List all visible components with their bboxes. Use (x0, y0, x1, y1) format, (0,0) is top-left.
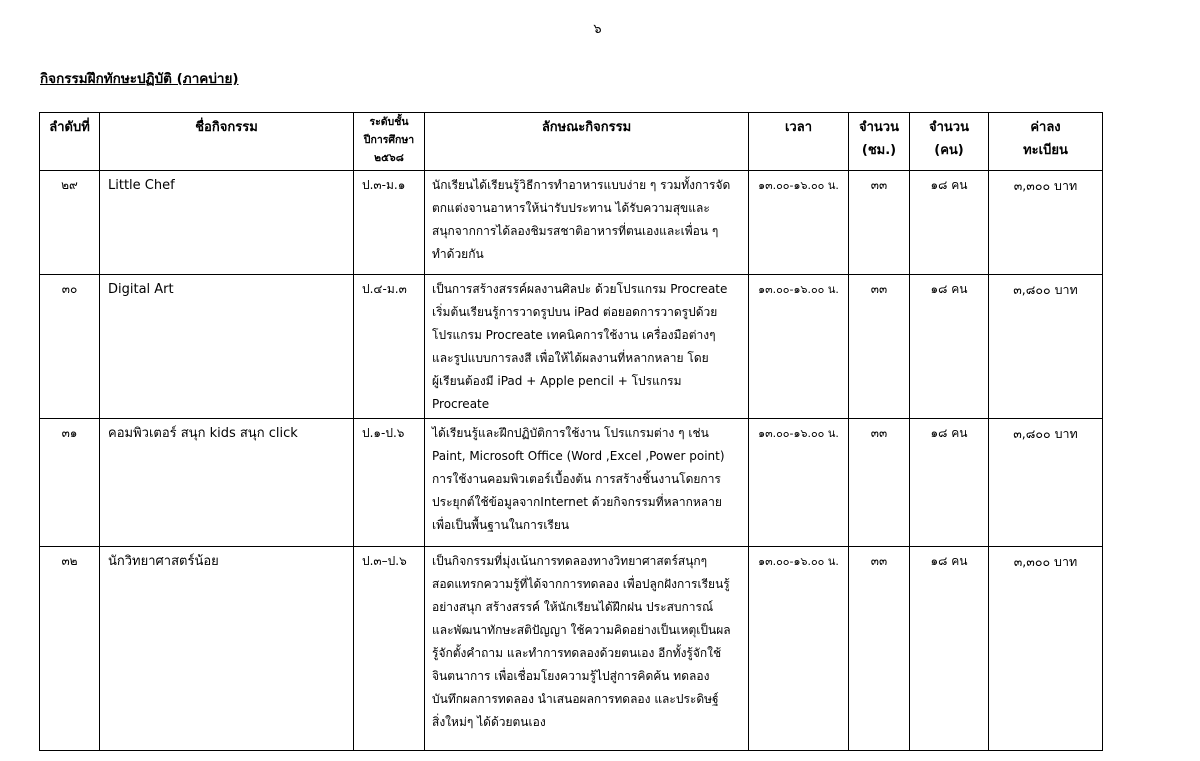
header-no: ลำดับที่ (40, 113, 100, 171)
row-no: ๓๐ (40, 275, 100, 419)
header-people-line1: จำนวน (929, 120, 969, 135)
desc-line: จินตนาการ เพื่อเชื่อมโยงความรู้ไปสู่การคิดค้น ทดลอง (432, 669, 710, 683)
activities-table (39, 112, 1103, 751)
table-row (40, 171, 1103, 275)
header-people-line2: (คน) (934, 143, 964, 158)
desc-line: Paint, Microsoft Office (Word ,Excel ,Power point) (432, 449, 725, 463)
header-hours-line1: จำนวน (859, 120, 899, 135)
header-hours-line2: (ชม.) (861, 143, 897, 158)
row-people: ๑๘ คน (910, 547, 989, 751)
header-people (910, 113, 989, 171)
desc-line: ประยุกต์ใช้ข้อมูลจากInternet ด้วยกิจกรรมที่หลากหลาย (432, 495, 722, 509)
row-people: ๑๘ คน (910, 419, 989, 547)
section-heading: กิจกรรมฝึกทักษะปฏิบัติ (ภาคบ่าย) (40, 71, 239, 87)
desc-line: เริ่มต้นเรียนรู้การวาดรูปบน iPad ต่อยอดการวาดรูปด้วย (432, 305, 718, 319)
header-fee-line1: ค่าลง (1030, 120, 1061, 135)
header-fee (989, 113, 1103, 171)
header-level-line2: ปีการศึกษา (363, 134, 415, 146)
header-level-line1: ระดับชั้น (369, 116, 409, 128)
row-activity-name: คอมพิวเตอร์ สนุก kids สนุก click (100, 419, 354, 547)
header-time: เวลา (749, 113, 849, 171)
row-hours: ๓๓ (849, 171, 910, 275)
table-row (40, 547, 1103, 751)
desc-line: ผู้เรียนต้องมี iPad + Apple pencil + โปรแกรม Procreate (432, 374, 682, 411)
row-no: ๒๙ (40, 171, 100, 275)
row-activity-name: นักวิทยาศาสตร์น้อย (100, 547, 354, 751)
row-fee: ๓,๓๐๐ บาท (989, 171, 1103, 275)
desc-line: และรูปแบบการลงสี เพื่อให้ได้ผลงานที่หลากหลาย โดย (432, 351, 709, 365)
desc-line: ได้เรียนรู้และฝึกปฏิบัติการใช้งาน โปรแกรมต่าง ๆ เช่น (432, 426, 709, 440)
header-fee-line2: ทะเบียน (1023, 143, 1068, 158)
desc-line: นักเรียนได้เรียนรู้วิธีการทำอาหารแบบง่าย ๆ รวมทั้งการจัด (432, 178, 731, 192)
header-hours (849, 113, 910, 171)
desc-line: โปรแกรม Procreate เทคนิคการใช้งาน เครื่องมือต่างๆ (432, 328, 716, 342)
header-level (354, 113, 425, 171)
row-description (425, 547, 749, 751)
row-level: ป.๓-ม.๑ (354, 171, 425, 275)
desc-line: และพัฒนาทักษะสติปัญญา ใช้ความคิดอย่างเป็นเหตุเป็นผล (432, 623, 731, 637)
row-fee: ๓,๓๐๐ บาท (989, 547, 1103, 751)
row-description (425, 171, 749, 275)
row-hours: ๓๓ (849, 547, 910, 751)
row-fee: ๓,๘๐๐ บาท (989, 275, 1103, 419)
desc-line: เป็นการสร้างสรรค์ผลงานศิลปะ ด้วยโปรแกรม Procreate (432, 282, 728, 296)
row-hours: ๓๓ (849, 419, 910, 547)
row-no: ๓๒ (40, 547, 100, 751)
desc-line: เพื่อเป็นพื้นฐานในการเรียน (432, 518, 570, 532)
desc-line: บันทึกผลการทดลอง นำเสนอผลการทดลอง และประดิษฐ์ (432, 692, 719, 706)
desc-line: ทำด้วยกัน (432, 247, 484, 261)
row-people: ๑๘ คน (910, 171, 989, 275)
table-row (40, 419, 1103, 547)
header-name: ชื่อกิจกรรม (100, 113, 354, 171)
row-no: ๓๑ (40, 419, 100, 547)
desc-line: สนุกจากการได้ลองชิมรสชาติอาหารที่ตนเองและเพื่อน ๆ (432, 224, 719, 238)
table-row (40, 275, 1103, 419)
desc-line: สอดแทรกความรู้ที่ได้จากการทดลอง เพื่อปลูกฝังการเรียนรู้ (432, 577, 730, 591)
table-header-row (40, 113, 1103, 171)
row-time: ๑๓.๐๐-๑๖.๐๐ น. (749, 547, 849, 751)
header-desc: ลักษณะกิจกรรม (425, 113, 749, 171)
row-level: ป.๔-ม.๓ (354, 275, 425, 419)
row-fee: ๓,๘๐๐ บาท (989, 419, 1103, 547)
desc-line: สิ่งใหม่ๆ ได้ด้วยตนเอง (432, 715, 546, 729)
row-description (425, 275, 749, 419)
desc-line: การใช้งานคอมพิวเตอร์เบื้องต้น การสร้างชิ้นงานโดยการ (432, 472, 721, 486)
desc-line: อย่างสนุก สร้างสรรค์ ให้นักเรียนได้ฝึกฝน ประสบการณ์ (432, 600, 714, 614)
row-activity-name: Little Chef (100, 171, 354, 275)
desc-line: เป็นกิจกรรมที่มุ่งเน้นการทดลองทางวิทยาศาสตร์สนุกๆ (432, 554, 708, 568)
row-description (425, 419, 749, 547)
desc-line: รู้จักตั้งคำถาม และทำการทดลองด้วยตนเอง อีกทั้งรู้จักใช้ (432, 646, 722, 660)
row-level: ป.๓–ป.๖ (354, 547, 425, 751)
header-level-line3: ๒๕๖๘ (374, 152, 404, 164)
row-time: ๑๓.๐๐-๑๖.๐๐ น. (749, 171, 849, 275)
row-people: ๑๘ คน (910, 275, 989, 419)
desc-line: ตกแต่งจานอาหารให้น่ารับประทาน ได้รับความสุขและ (432, 201, 710, 215)
page-number: ๖ (593, 22, 602, 37)
row-time: ๑๓.๐๐-๑๖.๐๐ น. (749, 275, 849, 419)
row-level: ป.๑-ป.๖ (354, 419, 425, 547)
row-hours: ๓๓ (849, 275, 910, 419)
row-activity-name: Digital Art (100, 275, 354, 419)
row-time: ๑๓.๐๐-๑๖.๐๐ น. (749, 419, 849, 547)
